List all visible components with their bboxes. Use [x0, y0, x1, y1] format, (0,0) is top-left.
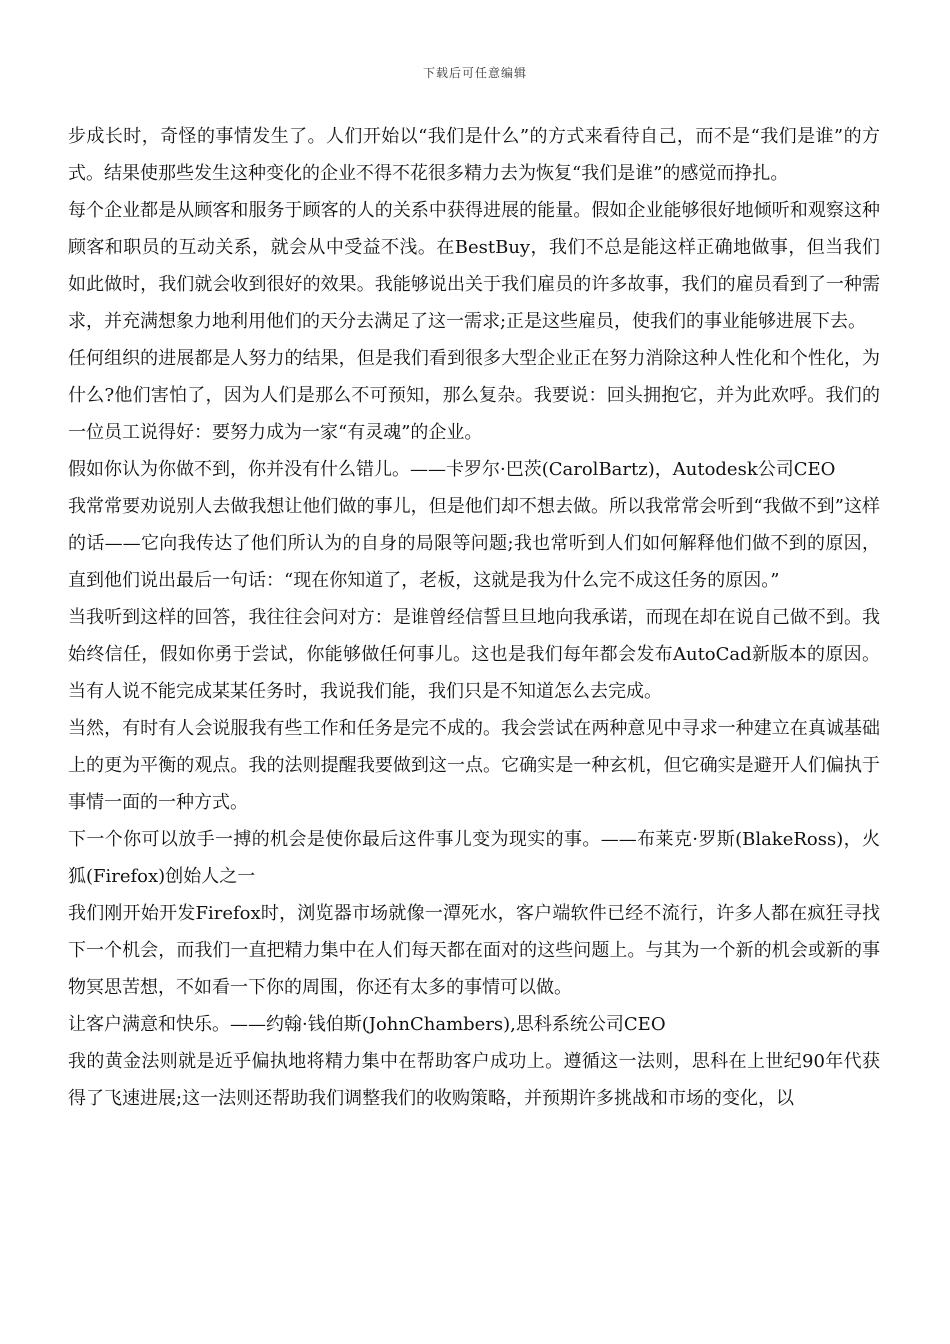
paragraph: 我们刚开始开发Firefox时，浏览器市场就像一潭死水，客户端软件已经不流行，许多人都在疯狂寻找下一个机会，而我们一直把精力集中在人们每天都在面对的这些问题上。与其为一个新的机会或新的事物冥思苦想，不如看一下你的周围，你还有太多的事情可以做。 — [68, 903, 880, 998]
quote-heading: 下一个你可以放手一搏的机会是使你最后这件事儿变为现实的事。——布莱克·罗斯(BlakeRoss)，火狐(Firefox)创始人之一 — [68, 829, 880, 887]
paragraph: 我的黄金法则就是近乎偏执地将精力集中在帮助客户成功上。遵循这一法则，思科在上世纪90年代获得了飞速进展;这一法则还帮助我们调整我们的收购策略，并预期许多挑战和市场的变化，以 — [68, 1051, 880, 1109]
paragraph: 当然，有时有人会说服我有些工作和任务是完不成的。我会尝试在两种意见中寻求一种建立在真诚基础上的更为平衡的观点。我的法则提醒我要做到这一点。它确实是一种玄机，但它确实是避开人们偏执于事情一面的一种方式。 — [68, 718, 880, 813]
quote-heading: 假如你认为你做不到，你并没有什么错儿。——卡罗尔·巴茨(CarolBartz)，Autodesk公司CEO — [68, 459, 836, 480]
document-body — [68, 118, 880, 1117]
paragraph: 当我听到这样的回答，我往往会问对方：是谁曾经信誓旦旦地向我承诺，而现在却在说自己做不到。我始终信任，假如你勇于尝试，你能够做任何事儿。这也是我们每年都会发布AutoCad新版本的原因。当有人说不能完成某某任务时，我说我们能，我们只是不知道怎么去完成。 — [68, 607, 880, 702]
paragraph: 任何组织的进展都是人努力的结果，但是我们看到很多大型企业正在努力消除这种人性化和个性化，为什么?他们害怕了，因为人们是那么不可预知，那么复杂。我要说：回头拥抱它，并为此欢呼。我们的一位员工说得好：要努力成为一家“有灵魂”的企业。 — [68, 348, 880, 443]
paragraph: 每个企业都是从顾客和服务于顾客的人的关系中获得进展的能量。假如企业能够很好地倾听和观察这种顾客和职员的互动关系，就会从中受益不浅。在BestBuy，我们不总是能这样正确地做事，但当我们如此做时，我们就会收到很好的效果。我能够说出关于我们雇员的许多故事，我们的雇员看到了一种需求，并充满想象力地利用他们的天分去满足了这一需求;正是这些雇员，使我们的事业能够进展下去。 — [68, 200, 880, 332]
paragraph: 步成长时，奇怪的事情发生了。人们开始以“我们是什么”的方式来看待自己，而不是“我们是谁”的方式。结果使那些发生这种变化的企业不得不花很多精力去为恢复“我们是谁”的感觉而挣扎。 — [68, 126, 880, 184]
quote-heading: 让客户满意和快乐。——约翰·钱伯斯(JohnChambers),思科系统公司CEO — [68, 1014, 666, 1035]
paragraph: 我常常要劝说别人去做我想让他们做的事儿，但是他们却不想去做。所以我常常会听到“我做不到”这样的话——它向我传达了他们所认为的自身的局限等问题;我也常听到人们如何解释他们做不到的原因，直到他们说出最后一句话：“现在你知道了，老板，这就是我为什么完不成这任务的原因。” — [68, 496, 880, 591]
page-header: 下载后可任意编辑 — [422, 66, 527, 80]
